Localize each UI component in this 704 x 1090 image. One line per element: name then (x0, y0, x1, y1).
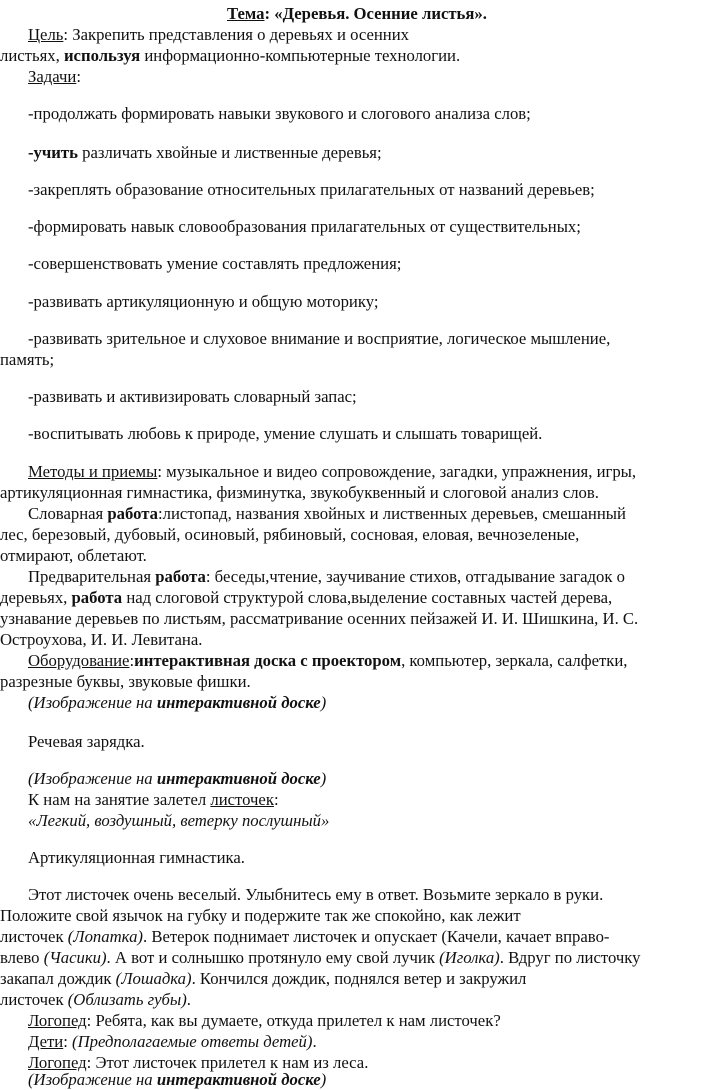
goal-text-post: информационно-компьютерные технологии. (140, 46, 461, 65)
task-item: -формировать навык словообразования прилагательных от существительных; (28, 217, 581, 236)
equipment-colon: : (129, 651, 135, 670)
speaker-children: Дети (28, 1032, 64, 1051)
exercise-name: (Часики) (43, 948, 107, 967)
prelim-text: : беседы,чтение, заучивание стихов, отгадывание загадок о (205, 567, 625, 586)
story-text: листочек (0, 927, 68, 946)
vocab-line-3: отмирают, облетают. (0, 546, 147, 565)
prelim-bold: работа (155, 567, 206, 586)
task-item: -развивать артикуляционную и общую моторику; (28, 292, 379, 311)
board-note-post: ) (320, 693, 327, 712)
task-text: различать хвойные и лиственные деревья; (77, 143, 382, 162)
vocab-bold: работа (107, 504, 159, 523)
equipment-bold: интерактивная доска с проектором (134, 651, 402, 670)
board-note-bold: интерактивной доске (156, 693, 321, 712)
prelim-pre: Предварительная (28, 567, 156, 586)
dialog-line (28, 1010, 501, 1031)
tasks-label: Задачи (28, 67, 77, 86)
board-note (28, 768, 326, 789)
vocab-text: :листопад, названия хвойных и лиственных деревьев, смешанный (158, 504, 626, 523)
exercise-name: (Облизать губы) (67, 990, 187, 1009)
task-item-continuation: память; (0, 350, 55, 369)
equipment-label: Оборудование (28, 651, 130, 670)
task-item (28, 142, 382, 163)
task-item: -совершенствовать умение составлять предложения; (28, 254, 402, 273)
prelim-text-pre: деревьях, (0, 588, 72, 607)
methods-text: : музыкальное и видео сопровождение, загадки, упражнения, игры, (157, 462, 637, 481)
goal-text-pre: листьях, (0, 46, 64, 65)
dialog-line (28, 1031, 317, 1052)
story-text: . (186, 990, 191, 1009)
title-label: Тема (227, 4, 265, 23)
story-text: . А вот и солнышко протянуло ему свой лучик (106, 948, 440, 967)
prelim-line-1 (28, 566, 625, 587)
title-text: : «Деревья. Осенние листья». (264, 4, 487, 23)
vocab-line-2: лес, березовый, дубовый, осиновый, рябиновый, сосновая, еловая, вечнозеленые, (0, 525, 580, 544)
methods-label: Методы и приемы (28, 462, 158, 481)
leaf-intro-word: листочек (210, 790, 274, 809)
speech-warmup: Речевая зарядка. (28, 732, 145, 751)
prelim-line-4: Остроухова, И. И. Левитана. (0, 630, 203, 649)
story-line: Этот листочек очень веселый. Улыбнитесь ему в ответ. Возьмите зеркало в руки. (28, 885, 604, 904)
exercise-name: (Лопатка) (67, 927, 143, 946)
equipment-line-1 (28, 650, 627, 671)
prelim-text-post: над слоговой структурой слова,выделение составных частей дерева, (122, 588, 613, 607)
methods-line-1 (28, 461, 636, 482)
goal-line-1 (28, 24, 409, 45)
task-item: -закреплять образование относительных прилагательных от названий деревьев; (28, 180, 595, 199)
speaker-logoped: Логопед (28, 1011, 87, 1030)
vocab-line-1 (28, 503, 626, 524)
story-text: . Вдруг по листочку (499, 948, 641, 967)
leaf-quote: «Легкий, воздушный, ветерку послушный» (28, 811, 330, 830)
page-title (227, 3, 487, 24)
dialog-answer: (Предполагаемые ответы детей) (72, 1032, 313, 1051)
speaker-logoped: Логопед (28, 1053, 87, 1072)
methods-line-2: артикуляционная гимнастика, физминутка, звукобуквенный и слоговой анализ слов. (0, 483, 599, 502)
prelim-line-3: узнавание деревьев по листьям, рассматривание осенних пейзажей И. И. Шишкина, И. С. (0, 609, 639, 628)
story-line (0, 926, 609, 947)
goal-text: : Закрепить представления о деревьях и осенних (63, 25, 409, 44)
story-text: закапал дождик (0, 969, 116, 988)
board-note (28, 692, 326, 713)
board-note-pre: (Изображение на (28, 769, 157, 788)
goal-line-2 (0, 45, 460, 66)
task-item: -продолжать формировать навыки звукового и слогового анализа слов; (28, 104, 531, 123)
task-item: -воспитывать любовь к природе, умение слушать и слышать товарищей. (28, 424, 543, 443)
leaf-intro (28, 789, 279, 810)
story-line: Положите свой язычок на губку и подержите так же спокойно, как лежит (0, 906, 521, 925)
board-note-post: ) (320, 1070, 327, 1089)
tasks-colon: : (76, 67, 81, 86)
task-item: -развивать и активизировать словарный запас; (28, 387, 357, 406)
board-note-pre: (Изображение на (28, 693, 157, 712)
dialog-colon: : (63, 1032, 73, 1051)
story-line (0, 989, 191, 1010)
story-text: . Кончился дождик, поднялся ветер и закружил (191, 969, 527, 988)
board-note (28, 1069, 326, 1090)
board-note-pre: (Изображение на (28, 1070, 157, 1089)
story-text: листочек (0, 990, 68, 1009)
goal-label: Цель (28, 25, 64, 44)
dialog-dot: . (312, 1032, 317, 1051)
prelim-line-2 (0, 587, 612, 608)
story-line (0, 947, 640, 968)
exercise-name: (Иголка) (439, 948, 500, 967)
dialog-text: : Этот листочек прилетел к нам из леса. (86, 1053, 369, 1072)
goal-bold-word: используя (63, 46, 141, 65)
prelim-bold-2: работа (71, 588, 123, 607)
story-line (0, 968, 526, 989)
task-item: -развивать зрительное и слуховое внимание и восприятие, логическое мышление, (28, 329, 611, 348)
board-note-bold: интерактивной доске (156, 1070, 321, 1089)
story-text: влево (0, 948, 44, 967)
tasks-heading (28, 66, 81, 87)
dialog-text: : Ребята, как вы думаете, откуда прилетел к нам листочек? (86, 1011, 501, 1030)
articulation-title: Артикуляционная гимнастика. (28, 848, 245, 867)
story-text: . Ветерок поднимает листочек и опускает (Качели, качает вправо- (142, 927, 610, 946)
exercise-name: (Лошадка) (115, 969, 192, 988)
leaf-intro-post: : (273, 790, 279, 809)
board-note-bold: интерактивной доске (156, 769, 321, 788)
task-bold-word: -учить (28, 143, 78, 162)
leaf-intro-pre: К нам на занятие залетел (28, 790, 211, 809)
board-note-post: ) (320, 769, 327, 788)
vocab-pre: Словарная (28, 504, 108, 523)
equipment-text: , компьютер, зеркала, салфетки, (401, 651, 628, 670)
equipment-line-2: разрезные буквы, звуковые фишки. (0, 672, 251, 691)
